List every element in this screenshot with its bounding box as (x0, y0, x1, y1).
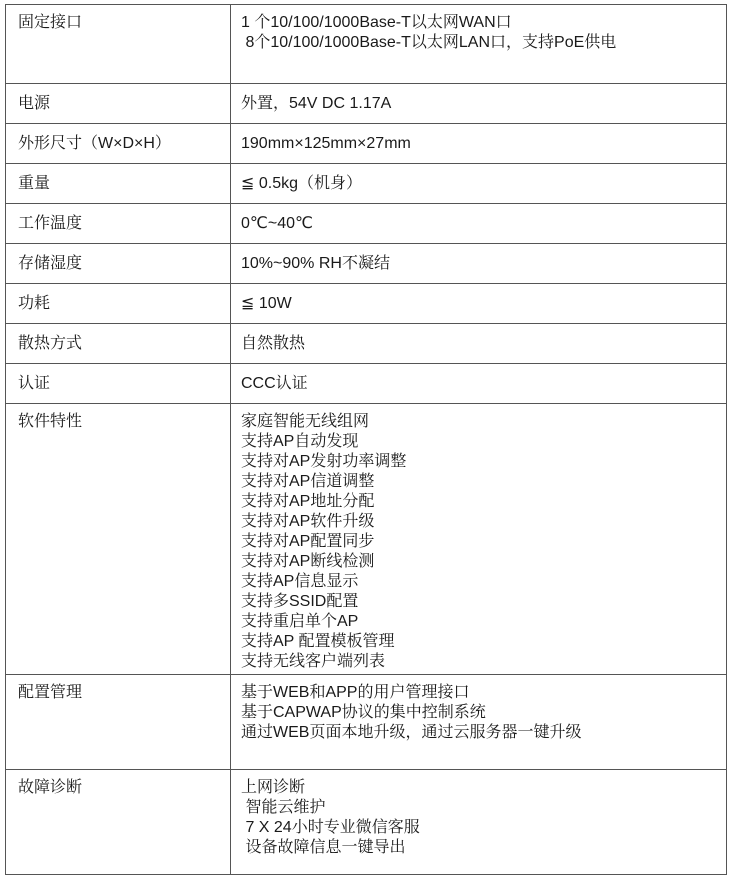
label-text: 存储湿度 (18, 255, 83, 272)
value-line: 支持无线客户端列表 (241, 653, 386, 670)
row-value (231, 284, 727, 324)
label-text: 工作温度 (18, 215, 83, 232)
row-value (231, 164, 727, 204)
table-row (6, 770, 727, 875)
value-line: CCC认证 (241, 375, 308, 392)
table-row (6, 164, 727, 204)
value-line: 上网诊断 (241, 779, 306, 796)
table-row (6, 84, 727, 124)
value-line: 10%~90% RH不凝结 (241, 255, 390, 272)
table-row (6, 284, 727, 324)
value-line: 设备故障信息一键导出 (241, 839, 406, 856)
row-label (6, 770, 231, 875)
value-line: 基于WEB和APP的用户管理接口 (241, 684, 470, 701)
value-line: 支持重启单个AP (241, 613, 359, 630)
row-label (6, 5, 231, 84)
value-line: 支持多SSID配置 (241, 593, 359, 610)
row-value (231, 404, 727, 675)
label-text: 软件特性 (18, 413, 83, 430)
row-value (231, 204, 727, 244)
table-row (6, 404, 727, 675)
row-value (231, 5, 727, 84)
value-line: 支持对AP配置同步 (241, 533, 375, 550)
table-row (6, 204, 727, 244)
value-line: 自然散热 (241, 335, 306, 352)
row-label (6, 675, 231, 770)
row-value (231, 770, 727, 875)
row-label (6, 244, 231, 284)
value-line: 1 个10/100/1000Base-T以太网WAN口 (241, 14, 512, 31)
value-line: 8个10/100/1000Base-T以太网LAN口，支持PoE供电 (241, 34, 617, 51)
value-line: ≦ 0.5kg（机身） (241, 175, 362, 192)
label-text: 电源 (18, 95, 51, 112)
value-line: 支持对AP地址分配 (241, 493, 375, 510)
value-line: 0℃~40℃ (241, 215, 313, 232)
row-value (231, 324, 727, 364)
label-text: 散热方式 (18, 335, 83, 352)
row-value (231, 124, 727, 164)
value-line: 基于CAPWAP协议的集中控制系统 (241, 704, 486, 721)
value-line: 外置，54V DC 1.17A (241, 95, 392, 112)
label-text: 故障诊断 (18, 779, 83, 796)
label-text: 外形尺寸（W×D×H） (18, 135, 171, 152)
table-row (6, 364, 727, 404)
value-line: 支持对AP软件升级 (241, 513, 375, 530)
value-line: ≦ 10W (241, 295, 292, 312)
value-line: 7 X 24小时专业微信客服 (241, 819, 420, 836)
value-line: 支持对AP发射功率调整 (241, 453, 407, 470)
row-label (6, 404, 231, 675)
row-label (6, 124, 231, 164)
row-value (231, 675, 727, 770)
row-label (6, 284, 231, 324)
value-line: 支持对AP信道调整 (241, 473, 375, 490)
table-row (6, 124, 727, 164)
label-text: 配置管理 (18, 684, 83, 701)
row-label (6, 324, 231, 364)
value-line: 190mm×125mm×27mm (241, 135, 411, 152)
row-value (231, 84, 727, 124)
row-value (231, 244, 727, 284)
label-text: 重量 (18, 175, 51, 192)
value-line: 智能云维护 (241, 799, 326, 816)
value-line: 支持对AP断线检测 (241, 553, 375, 570)
row-label (6, 364, 231, 404)
value-line: 支持AP信息显示 (241, 573, 359, 590)
value-line: 家庭智能无线组网 (241, 413, 370, 430)
value-line: 支持AP自动发现 (241, 433, 359, 450)
row-label (6, 84, 231, 124)
value-line: 通过WEB页面本地升级，通过云服务器一键升级 (241, 724, 582, 741)
row-label (6, 164, 231, 204)
row-label (6, 204, 231, 244)
label-text: 功耗 (18, 295, 51, 312)
label-text: 认证 (18, 375, 51, 392)
value-line: 支持AP 配置模板管理 (241, 633, 395, 650)
table-row (6, 5, 727, 84)
table-row (6, 324, 727, 364)
table-row (6, 244, 727, 284)
row-value (231, 364, 727, 404)
label-text: 固定接口 (18, 14, 83, 31)
spec-table (5, 4, 727, 875)
table-row (6, 675, 727, 770)
